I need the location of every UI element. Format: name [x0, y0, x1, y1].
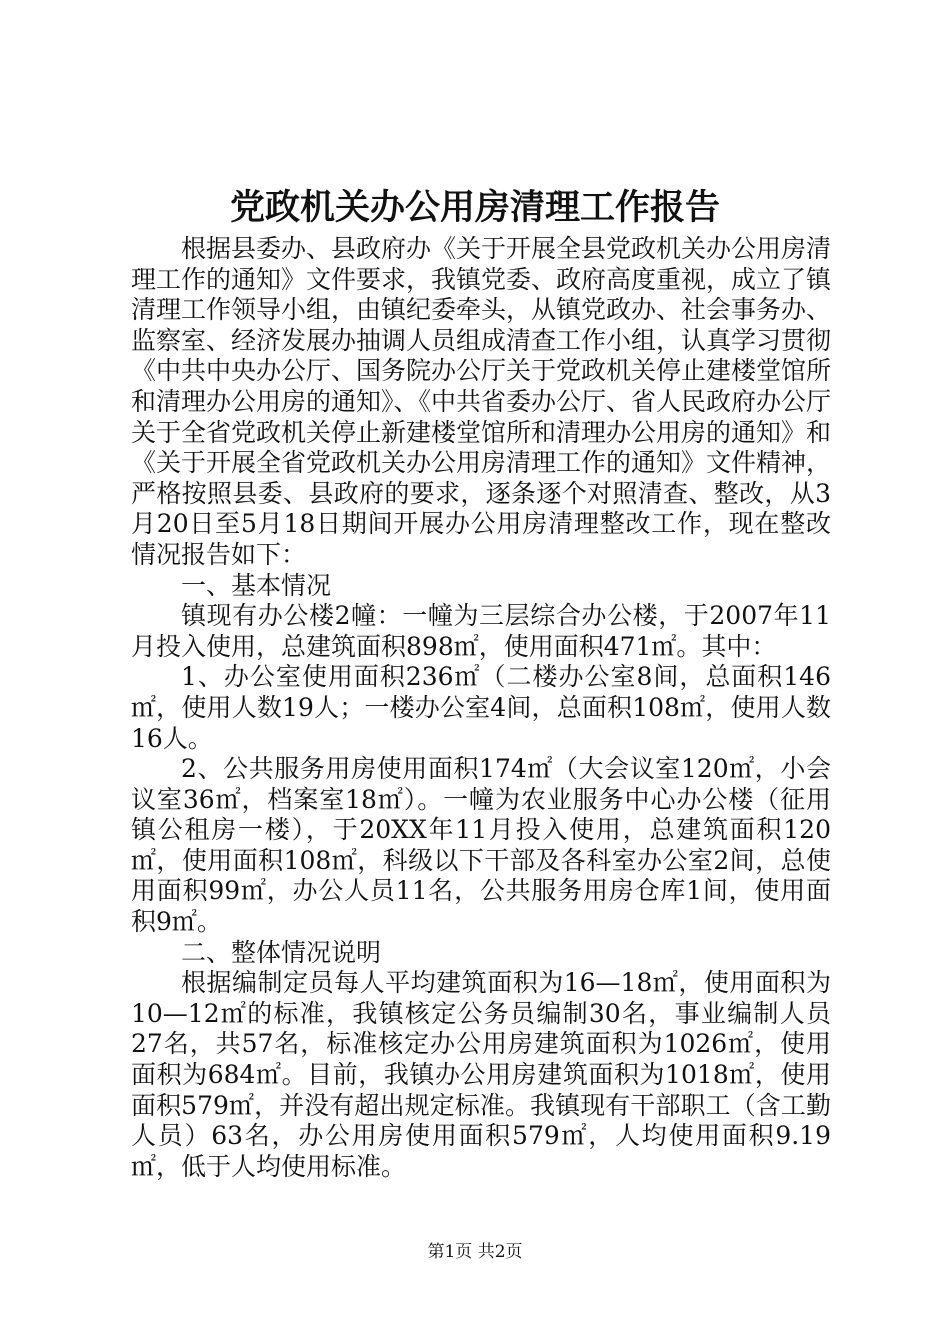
- paragraph-standards: 根据编制定员每人平均建筑面积为16—18㎡，使用面积为10—12㎡的标准，我镇核定公务员编制30名，事业编制人员27名，共57名，标准核定办公用房建筑面积为1026㎡，使用面积为684㎡。目前，我镇办公用房建筑面积为1018㎡，使用面积579㎡，并没有超出规定标准。我镇现有干部职工（含工勤人员）63名，办公用房使用面积579㎡，人均使用面积9.19㎡，低于人均使用标准。: [131, 968, 831, 1181]
- section-heading-overall: 二、整体情况说明: [181, 937, 382, 967]
- paragraph-offices: 1、办公室使用面积236㎡（二楼办公室8间，总面积146㎡，使用人数19人；一楼办公室4间，总面积108㎡，使用人数16人。: [131, 662, 831, 753]
- document-title: 党政机关办公用房清理工作报告: [229, 187, 720, 228]
- document-body: [131, 234, 831, 1182]
- page-number-footer: 第1页 共2页: [427, 1242, 523, 1262]
- paragraph-public-service: 2、公共服务用房使用面积174㎡（大会议室120㎡，小会议室36㎡，档案室18㎡）。一幢为农业服务中心办公楼（征用镇公租房一楼），于20XX年11月投入使用，总建筑面积120㎡，使用面积108㎡，科级以下干部及各科室办公室2间，总使用面积99㎡，办公人员11名，公共服务用房仓库1间，使用面积9㎡。: [131, 754, 831, 937]
- paragraph-buildings: 镇现有办公楼2幢：一幢为三层综合办公楼，于2007年11月投入使用，总建筑面积898㎡，使用面积471㎡。其中：: [131, 601, 831, 661]
- paragraph-intro: 根据县委办、县政府办《关于开展全县党政机关办公用房清理工作的通知》文件要求，我镇党委、政府高度重视，成立了镇清理工作领导小组，由镇纪委牵头，从镇党政办、社会事务办、监察室、经济发展办抽调人员组成清查工作小组，认真学习贯彻《中共中央办公厅、国务院办公厅关于党政机关停止建楼堂馆所和清理办公用房的通知》、《中共省委办公厅、省人民政府办公厅关于全省党政机关停止新建楼堂馆所和清理办公用房的通知》和《关于开展全省党政机关办公用房清理工作的通知》文件精神，严格按照县委、县政府的要求，逐条逐个对照清查、整改，从3月20日至5月18日期间开展办公用房清理整改工作，现在整改情况报告如下：: [131, 234, 832, 569]
- section-heading-basic: 一、基本情况: [181, 570, 332, 600]
